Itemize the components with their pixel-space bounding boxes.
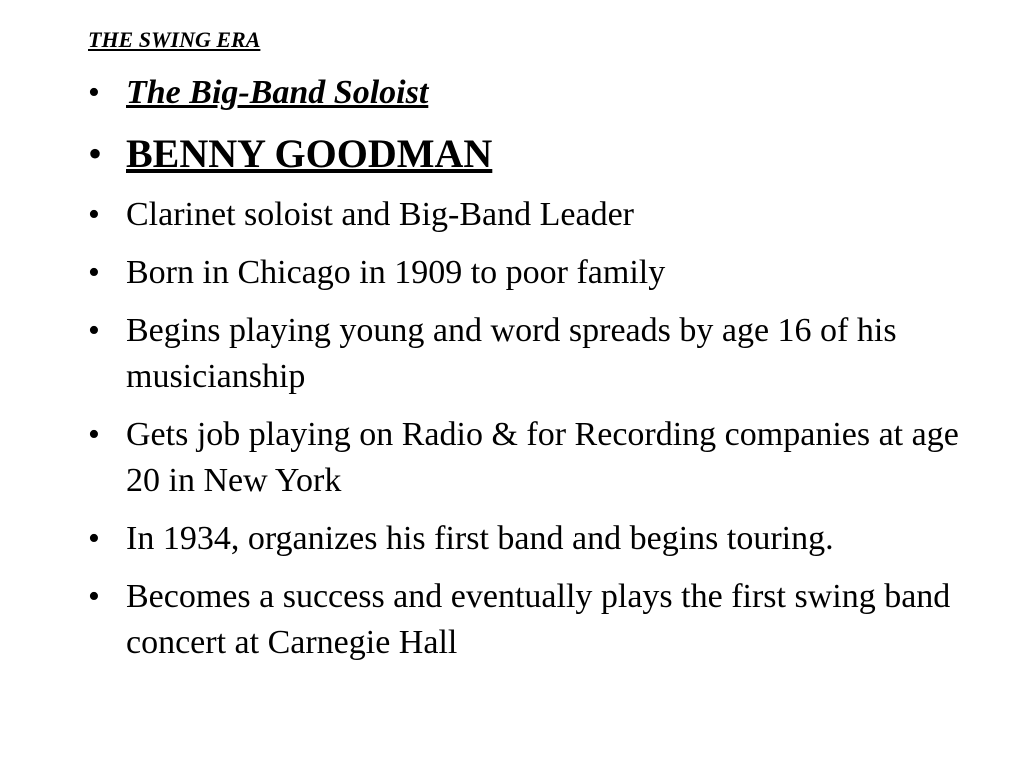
bullet-icon: •	[88, 416, 100, 453]
bullet-icon: •	[88, 196, 100, 233]
bullet-icon: •	[88, 74, 100, 111]
list-item	[88, 516, 988, 562]
bullet-list	[88, 70, 988, 666]
bullet-icon: •	[88, 131, 103, 176]
bullet-text: Becomes a success and eventually plays the first swing band concert at Carnegie Hall	[126, 578, 951, 661]
list-item	[88, 412, 988, 504]
list-item	[88, 250, 988, 296]
bullet-icon: •	[88, 578, 100, 615]
slide-title: THE SWING ERA	[88, 27, 261, 52]
bullet-icon: •	[88, 312, 100, 349]
bullet-icon: •	[88, 254, 100, 291]
list-item	[88, 308, 988, 400]
bullet-text: Gets job playing on Radio & for Recording companies at age 20 in New York	[126, 416, 959, 499]
list-item-subtitle	[88, 70, 988, 116]
list-item-name	[88, 126, 988, 182]
bullet-text: Born in Chicago in 1909 to poor family	[126, 254, 666, 291]
bullet-text: Begins playing young and word spreads by age 16 of his musicianship	[126, 312, 897, 395]
bullet-icon: •	[88, 520, 100, 557]
name-heading: BENNY GOODMAN	[126, 131, 493, 176]
list-item	[88, 192, 988, 238]
list-item	[88, 574, 988, 666]
bullet-text: Clarinet soloist and Big-Band Leader	[126, 196, 634, 233]
bullet-text: In 1934, organizes his first band and begins touring.	[126, 520, 834, 557]
subtitle-text: The Big-Band Soloist	[126, 74, 429, 111]
